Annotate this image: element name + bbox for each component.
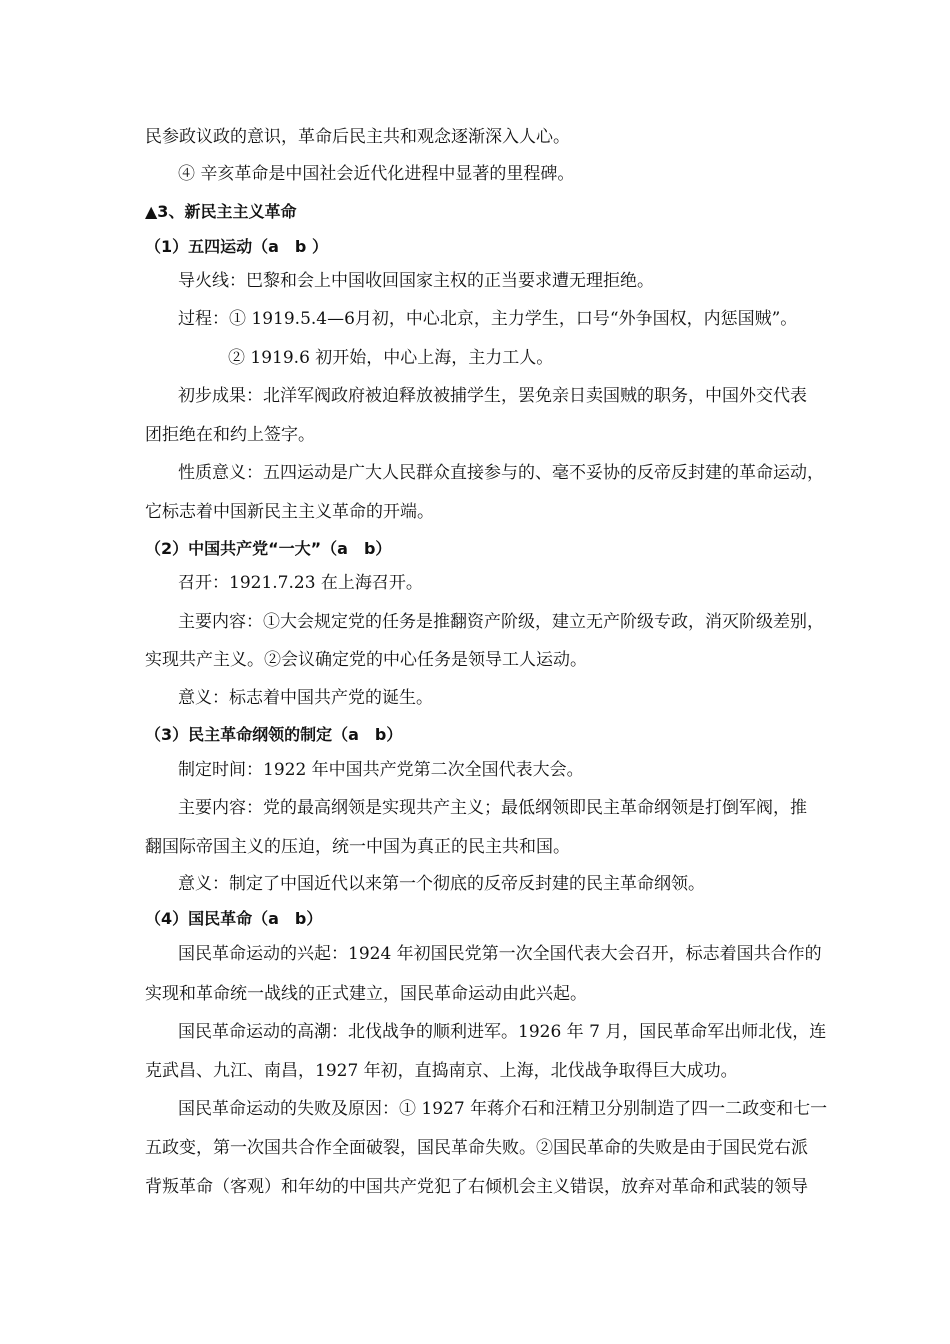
paragraph-line: 它标志着中国新民主主义革命的开端。 [145, 502, 434, 522]
section-heading: ▲3、新民主主义革命 [145, 202, 297, 221]
paragraph-line: 制定时间：1922 年中国共产党第二次全国代表大会。 [178, 760, 584, 780]
subsection-heading: （3）民主革命纲领的制定（a b） [145, 725, 403, 744]
subsection-heading: （4）国民革命（a b） [145, 909, 323, 928]
paragraph-line: 团拒绝在和约上签字。 [145, 425, 315, 445]
paragraph-line: 实现和革命统一战线的正式建立，国民革命运动由此兴起。 [145, 984, 587, 1004]
paragraph-line: ② 1919.6 初开始，中心上海，主力工人。 [228, 348, 554, 368]
subsection-heading: （2）中国共产党“一大”（a b） [145, 539, 392, 558]
paragraph-line: 克武昌、九江、南昌，1927 年初，直捣南京、上海，北伐战争取得巨大成功。 [145, 1061, 738, 1081]
paragraph-line: 性质意义：五四运动是广大人民群众直接参与的、毫不妥协的反帝反封建的革命运动， [178, 463, 824, 483]
paragraph-line: 翻国际帝国主义的压迫，统一中国为真正的民主共和国。 [145, 837, 570, 857]
paragraph-line: ④ 辛亥革命是中国社会近代化进程中显著的里程碑。 [178, 164, 575, 184]
paragraph-line: 五政变，第一次国共合作全面破裂，国民革命失败。②国民革命的失败是由于国民党右派 [145, 1138, 808, 1158]
paragraph-line: 背叛革命（客观）和年幼的中国共产党犯了右倾机会主义错误，放弃对革命和武装的领导 [145, 1177, 808, 1197]
paragraph-line: 主要内容：党的最高纲领是实现共产主义；最低纲领即民主革命纲领是打倒军阀，推 [178, 798, 807, 818]
paragraph-line: 主要内容：①大会规定党的任务是推翻资产阶级，建立无产阶级专政，消灭阶级差别， [178, 612, 824, 632]
paragraph-line: 过程：① 1919.5.4—6月初，中心北京，主力学生，口号“外争国权，内惩国贼”。 [178, 309, 798, 329]
paragraph-line: 意义：制定了中国近代以来第一个彻底的反帝反封建的民主革命纲领。 [178, 874, 705, 894]
paragraph-line: 国民革命运动的高潮：北伐战争的顺利进军。1926 年 7 月，国民革命军出师北伐，连 [178, 1022, 827, 1042]
subsection-heading: （1）五四运动（a b ） [145, 237, 328, 256]
paragraph-line: 意义：标志着中国共产党的诞生。 [178, 688, 433, 708]
paragraph-line: 导火线：巴黎和会上中国收回国家主权的正当要求遭无理拒绝。 [178, 271, 654, 291]
paragraph-line: 国民革命运动的兴起：1924 年初国民党第一次全国代表大会召开，标志着国共合作的 [178, 944, 822, 964]
paragraph-line: 初步成果：北洋军阀政府被迫释放被捕学生，罢免亲日卖国贼的职务，中国外交代表 [178, 386, 807, 406]
paragraph-line: 召开：1921.7.23 在上海召开。 [178, 573, 423, 593]
paragraph-line: 民参政议政的意识，革命后民主共和观念逐渐深入人心。 [145, 127, 570, 147]
paragraph-line: 实现共产主义。②会议确定党的中心任务是领导工人运动。 [145, 650, 587, 670]
paragraph-line: 国民革命运动的失败及原因：① 1927 年蒋介石和汪精卫分别制造了四一二政变和七一 [178, 1099, 828, 1119]
